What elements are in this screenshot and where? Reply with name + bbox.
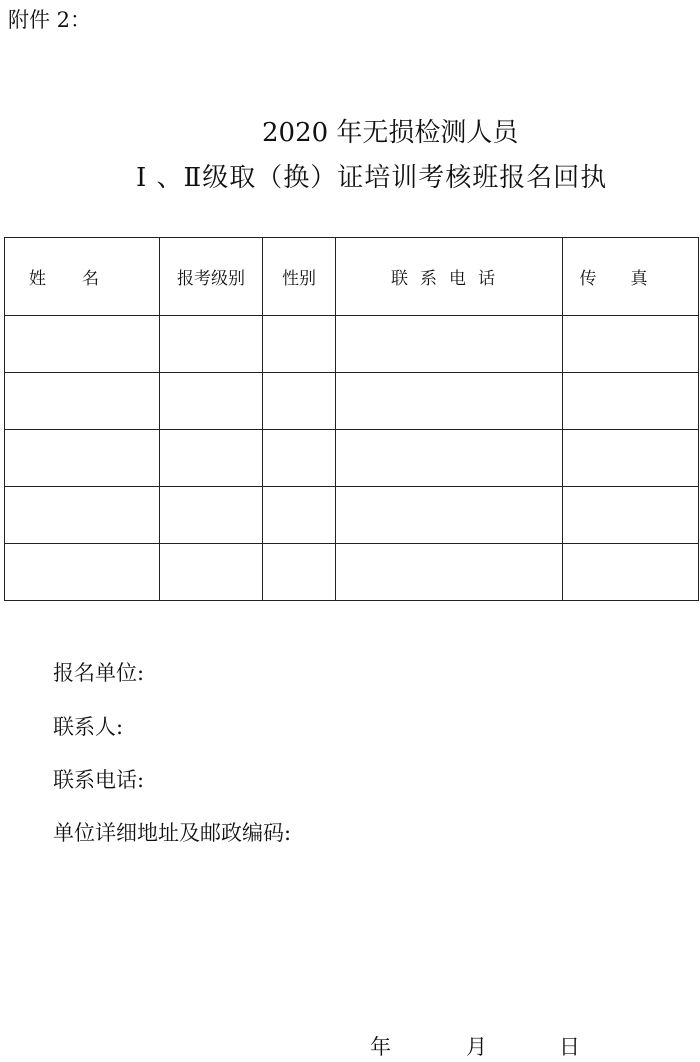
table-cell[interactable] xyxy=(336,544,563,601)
header-name: 姓名 xyxy=(5,238,160,316)
table-row xyxy=(5,373,699,430)
table-cell[interactable] xyxy=(263,373,336,430)
header-phone: 联系电话 xyxy=(336,238,563,316)
page-title-line1: 2020 年无损检测人员 xyxy=(262,118,519,148)
date-day-label: 日 xyxy=(559,1035,580,1059)
address-postcode-label: 单位详细地址及邮政编码: xyxy=(53,821,292,845)
table-cell[interactable] xyxy=(160,316,263,373)
table-cell[interactable] xyxy=(336,487,563,544)
table-cell[interactable] xyxy=(563,544,699,601)
table-cell[interactable] xyxy=(263,487,336,544)
table-cell[interactable] xyxy=(5,487,160,544)
table-cell[interactable] xyxy=(160,487,263,544)
contact-person-label: 联系人: xyxy=(53,715,124,739)
attachment-label: 附件 2： xyxy=(8,8,92,32)
date-month-label: 月 xyxy=(466,1035,487,1059)
table-cell[interactable] xyxy=(263,544,336,601)
table-cell[interactable] xyxy=(563,430,699,487)
table-cell[interactable] xyxy=(5,316,160,373)
table-row xyxy=(5,430,699,487)
table-row xyxy=(5,544,699,601)
table-cell[interactable] xyxy=(263,430,336,487)
table-cell[interactable] xyxy=(5,544,160,601)
registration-unit-label: 报名单位: xyxy=(53,661,145,685)
header-exam-level: 报考级别 xyxy=(160,238,263,316)
table-header-row xyxy=(5,238,699,316)
table-cell[interactable] xyxy=(336,430,563,487)
date-year-label: 年 xyxy=(370,1035,391,1059)
table-cell[interactable] xyxy=(563,373,699,430)
table-cell[interactable] xyxy=(5,373,160,430)
header-gender: 性别 xyxy=(263,238,336,316)
page-title-line2: Ⅰ 、Ⅱ级取（换）证培训考核班报名回执 xyxy=(136,163,608,193)
table-cell[interactable] xyxy=(336,316,563,373)
table-cell[interactable] xyxy=(5,430,160,487)
table-cell[interactable] xyxy=(263,316,336,373)
table-cell[interactable] xyxy=(563,316,699,373)
table-cell[interactable] xyxy=(160,544,263,601)
table-cell[interactable] xyxy=(160,373,263,430)
table-row xyxy=(5,316,699,373)
table-cell[interactable] xyxy=(563,487,699,544)
table-cell[interactable] xyxy=(160,430,263,487)
header-fax: 传真 xyxy=(563,238,699,316)
table-row xyxy=(5,487,699,544)
registration-table xyxy=(4,237,699,601)
contact-phone-label: 联系电话: xyxy=(53,768,145,792)
table-cell[interactable] xyxy=(336,373,563,430)
